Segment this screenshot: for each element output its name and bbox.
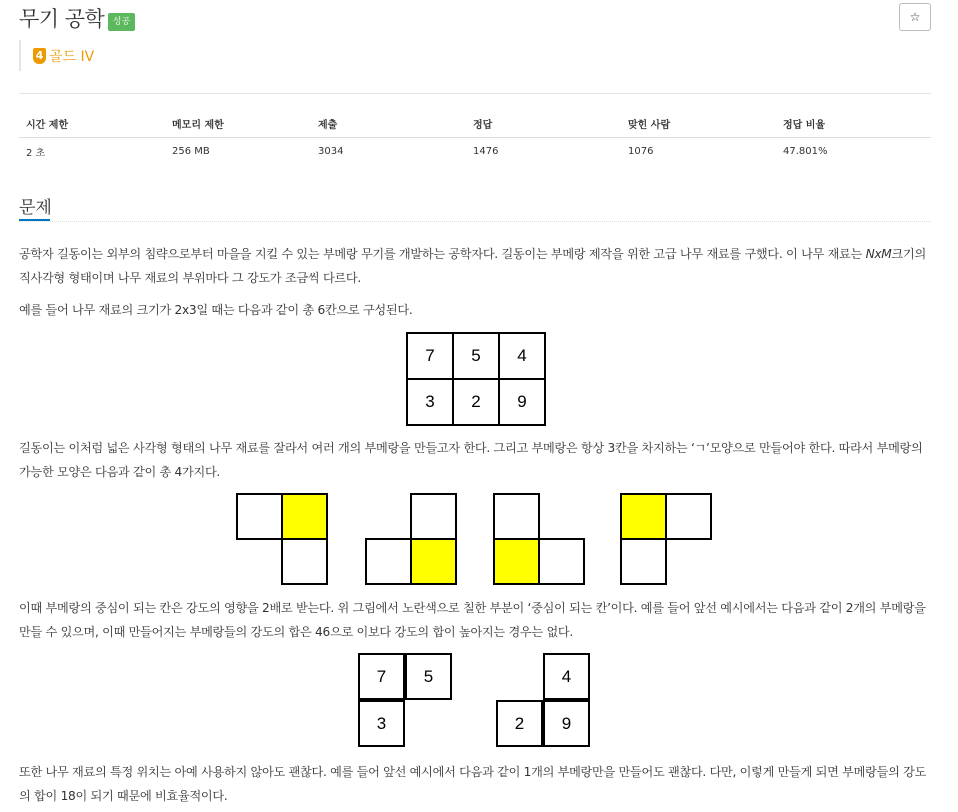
header-submissions: 제출 — [311, 111, 466, 137]
section-divider — [19, 221, 931, 222]
section-underline — [19, 219, 50, 221]
grid-cell: 4 — [499, 333, 545, 379]
math-variable: NxM — [865, 247, 892, 261]
example-grid — [406, 332, 546, 426]
shape-cell — [493, 493, 540, 540]
grid-cell: 3 — [358, 700, 405, 747]
header-memory-limit: 메모리 제한 — [165, 111, 311, 137]
grid-cell: 7 — [358, 653, 405, 700]
shape-cell — [410, 493, 457, 540]
problem-paragraph-4: 이때 부메랑의 중심이 되는 칸은 강도의 영향을 2배로 받는다. 위 그림에서 노란색으로 칠한 부분이 ‘중심이 되는 칸’이다. 예를 들어 앞선 예시에서는 다음과 같이 2개의 부메랑을 만들 수 있으며, 이때 만들어지는 부메랑들의 강도의 합은 46으로 이보다 강도의 합이 높아지는 경우는 없다. — [19, 601, 926, 639]
grid-cell: 2 — [453, 379, 499, 425]
boomerang-shape-2 — [365, 493, 459, 587]
example-boomerang-left — [358, 653, 454, 749]
value-time-limit: 2 초 — [26, 148, 46, 160]
header-solved-users: 맞힌 사람 — [621, 111, 776, 137]
value-accepted[interactable]: 1476 — [473, 146, 499, 158]
center-cell — [281, 493, 328, 540]
value-solved-users[interactable]: 1076 — [628, 146, 654, 158]
center-cell — [410, 538, 457, 585]
divider — [19, 93, 931, 94]
grid-cell: 3 — [407, 379, 453, 425]
star-button[interactable] — [899, 3, 931, 31]
boomerang-shape-1 — [236, 493, 330, 587]
value-submissions[interactable]: 3034 — [318, 146, 344, 158]
grid-cell: 5 — [453, 333, 499, 379]
shape-cell — [365, 538, 412, 585]
paragraph-text: 크기의 직사각형 형태이며 나무 재료의 부위마다 그 강도가 조금씩 다르다. — [19, 247, 926, 285]
tier-icon: 4 — [33, 48, 46, 64]
value-memory-limit: 256 MB — [172, 146, 210, 158]
table-row — [19, 137, 931, 166]
header-accepted: 정답 — [466, 111, 621, 137]
tier-label-link[interactable] — [19, 40, 94, 71]
header-time-limit: 시간 제한 — [19, 111, 165, 137]
header-ratio: 정답 비율 — [776, 111, 931, 137]
star-icon: ☆ — [909, 10, 921, 24]
shape-cell — [620, 538, 667, 585]
section-title: 문제 — [19, 198, 52, 218]
value-ratio: 47.801% — [783, 146, 828, 158]
grid-cell: 7 — [407, 333, 453, 379]
shape-cell — [281, 538, 328, 585]
problem-paragraph-2: 예를 들어 나무 재료의 크기가 2x3일 때는 다음과 같이 총 6칸으로 구성된다. — [19, 303, 413, 317]
boomerang-shape-4 — [620, 493, 714, 587]
tier-text: 골드 IV — [49, 48, 95, 65]
shape-cell — [538, 538, 585, 585]
center-cell — [620, 493, 667, 540]
grid-cell: 9 — [543, 700, 590, 747]
grid-cell: 4 — [543, 653, 590, 700]
status-badge: 성공 — [108, 13, 135, 31]
problem-title: 무기 공학 — [19, 7, 105, 31]
grid-cell: 2 — [496, 700, 543, 747]
example-boomerang-right — [496, 653, 592, 749]
boomerang-shape-3 — [493, 493, 587, 587]
paragraph-text: 공학자 길동이는 외부의 침략으로부터 마을을 지킬 수 있는 부메랑 무기를 개발하는 공학자다. 길동이는 부메랑 제작을 위한 고급 나무 재료를 구했다. 이 나무 재료는 — [19, 247, 866, 261]
shape-cell — [665, 493, 712, 540]
problem-paragraph-5: 또한 나무 재료의 특정 위치는 아예 사용하지 않아도 괜찮다. 예를 들어 앞선 예시에서 다음과 같이 1개의 부메랑만을 만들어도 괜찮다. 다만, 이렇게 만들게 되면 부메랑들의 강도의 합이 18이 되기 때문에 비효율적이다. — [19, 765, 927, 803]
center-cell — [493, 538, 540, 585]
problem-info-table — [19, 111, 931, 166]
problem-paragraph-1 — [19, 242, 933, 290]
shape-cell — [236, 493, 283, 540]
grid-cell: 5 — [405, 653, 452, 700]
grid-cell: 9 — [499, 379, 545, 425]
problem-paragraph-3: 길동이는 이처럼 넓은 사각형 형태의 나무 재료를 잘라서 여러 개의 부메랑을 만들고자 한다. 그리고 부메랑은 항상 3칸을 차지하는 ‘ㄱ’모양으로 만들어야 한다. 따라서 부메랑의 가능한 모양은 다음과 같이 총 4가지다. — [19, 441, 923, 479]
